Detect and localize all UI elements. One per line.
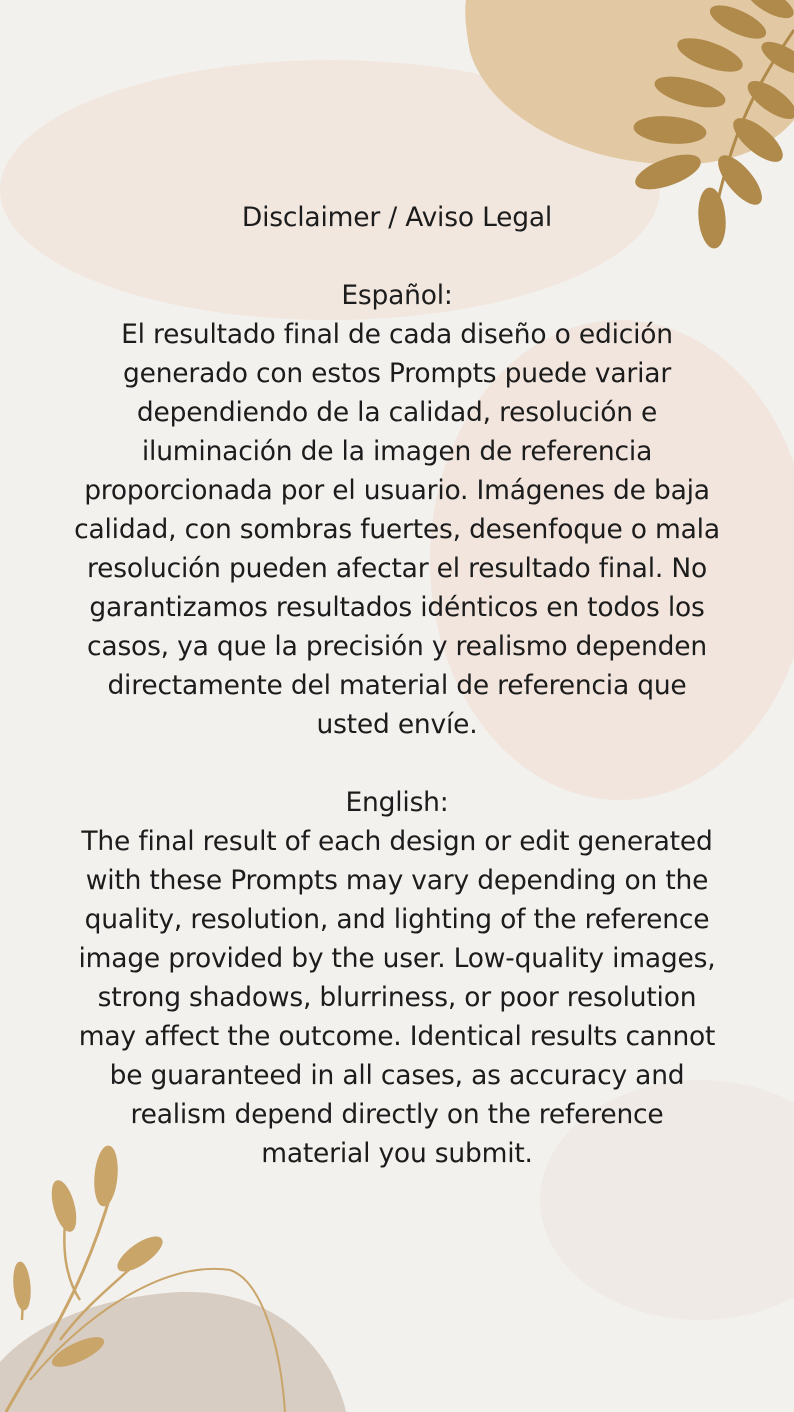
spanish-line: garantizamos resultados idénticos en todos los (89, 592, 705, 623)
english-heading: English: (345, 787, 449, 818)
spanish-heading: Español: (341, 280, 453, 311)
spanish-line: El resultado final de cada diseño o edición (121, 319, 673, 350)
spanish-line: iluminación de la imagen de referencia (141, 436, 653, 467)
spanish-line: usted envíe. (316, 709, 478, 740)
disclaimer-text (50, 198, 744, 1173)
english-line: realism depend directly on the reference (130, 1099, 664, 1130)
english-line: be guaranteed in all cases, as accuracy and (109, 1060, 685, 1091)
english-line: image provided by the user. Low-quality images, (78, 943, 716, 974)
spanish-line: generado con estos Prompts puede variar (122, 358, 672, 389)
english-line: strong shadows, blurriness, or poor resolution (97, 982, 697, 1013)
page-title: Disclaimer / Aviso Legal (241, 202, 553, 233)
spanish-line: casos, ya que la precisión y realismo dependen (87, 631, 707, 662)
spanish-line: resolución pueden afectar el resultado final. No (87, 553, 707, 584)
spanish-line: calidad, con sombras fuertes, desenfoque o mala (74, 514, 720, 545)
spanish-line: proporcionada por el usuario. Imágenes de baja (84, 475, 710, 506)
english-line: The final result of each design or edit generated (81, 826, 713, 857)
english-line: quality, resolution, and lighting of the reference (84, 904, 710, 935)
spacer (50, 744, 744, 783)
spacer (50, 237, 744, 276)
english-line: may affect the outcome. Identical results cannot (78, 1021, 716, 1052)
spanish-line: dependiendo de la calidad, resolución e (136, 397, 658, 428)
beige-blob-bottom (0, 1292, 346, 1412)
spanish-line: directamente del material de referencia que (107, 670, 687, 701)
english-line: with these Prompts may vary depending on the (85, 865, 709, 896)
english-line: material you submit. (261, 1138, 533, 1169)
